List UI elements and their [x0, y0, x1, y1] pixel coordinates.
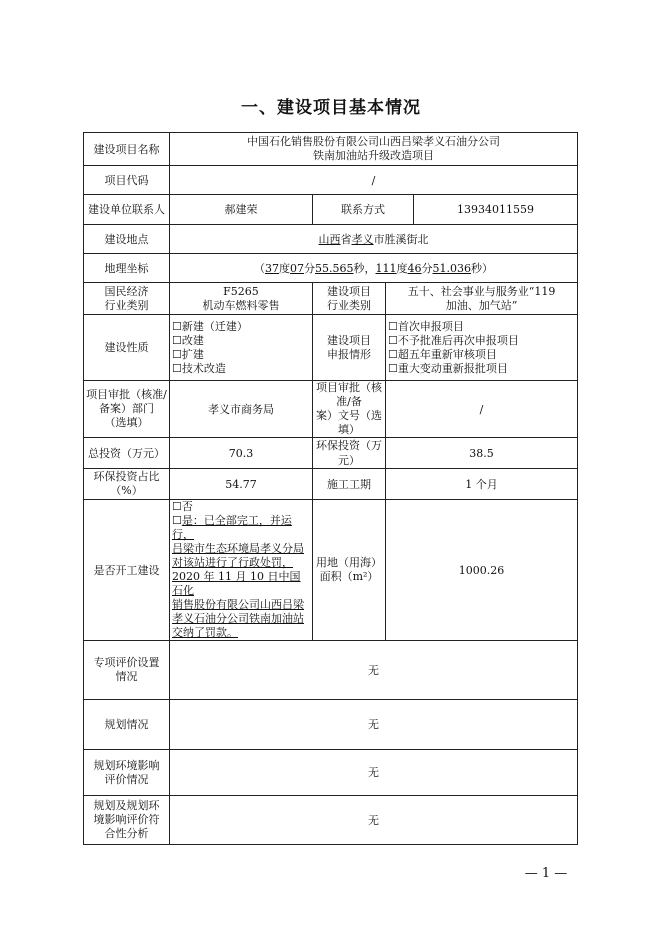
project-code-label: 项目代码	[84, 166, 170, 195]
location-label: 建设地点	[84, 225, 170, 254]
industry-value	[170, 283, 313, 315]
min-unit: 分	[421, 261, 433, 275]
coordinates-value	[170, 254, 578, 283]
lon-sec: 51.036	[432, 261, 472, 275]
declare-options	[386, 315, 578, 381]
min-unit: 分	[304, 261, 316, 275]
approval-dept-label-line2: 备案）部门	[99, 402, 154, 415]
started-line: 2020 年 11 月 10 日中国石化	[172, 570, 301, 597]
approval-doc-label-line2: 案）文号（选填）	[316, 409, 382, 436]
planning-env-label	[84, 750, 170, 796]
province: 山西	[318, 232, 341, 246]
option-rebuild[interactable]: ☐ 改建	[172, 334, 310, 348]
industry-code: F5265	[223, 284, 259, 298]
approval-doc-label-line1: 项目审批（核准/备	[316, 381, 382, 408]
table-row	[84, 133, 578, 166]
option-major-change[interactable]: ☐ 重大变动重新报批项目	[388, 362, 575, 376]
industry-label-line1: 国民经济	[104, 284, 149, 298]
deg-unit: 度	[279, 261, 291, 275]
lon-min: 46	[407, 261, 422, 275]
construction-period-value: 1 个月	[386, 469, 578, 500]
started-line: 交纳了罚款。	[172, 626, 238, 639]
project-name-line1: 中国石化销售股份有限公司山西吕梁孝义石油分公司	[247, 135, 501, 148]
option-not-started[interactable]: ☐ 否	[172, 500, 310, 514]
table-row	[84, 750, 578, 796]
category-label-line1: 建设项目	[327, 284, 371, 298]
lon-deg: 111	[375, 261, 397, 275]
table-row	[84, 641, 578, 700]
contact-method-label: 联系方式	[313, 195, 414, 225]
compliance-value: 无	[170, 796, 578, 845]
planning-value: 无	[170, 700, 578, 750]
env-investment-label: 环保投资（万元）	[313, 438, 386, 469]
option-redeclare[interactable]: ☐ 不予批准后再次申报项目	[388, 334, 575, 348]
option-first-declare[interactable]: ☐ 首次申报项目	[388, 320, 575, 334]
coordinates-label: 地理坐标	[84, 254, 170, 283]
env-ratio-label-line2: （%）	[110, 484, 143, 497]
env-ratio-label	[84, 469, 170, 500]
sec-unit: 秒	[353, 261, 365, 275]
approval-dept-value: 孝义市商务局	[170, 381, 313, 438]
table-row	[84, 225, 578, 254]
started-line: 吕梁市生态环境局孝义分局	[172, 542, 304, 555]
started-options	[170, 500, 313, 641]
special-eval-label-line2: 情况	[115, 670, 138, 683]
industry-label-line2: 行业类别	[104, 298, 149, 312]
declare-label-line2: 申报情形	[327, 347, 371, 361]
coord-open: （	[254, 261, 266, 275]
project-name-label: 建设项目名称	[84, 133, 170, 166]
land-area-label-line1: 用地（用海）	[316, 556, 382, 569]
project-name-line2: 铁南加油站升级改造项目	[313, 149, 435, 162]
declare-label-line1: 建设项目	[327, 333, 371, 347]
coord-sep: ，	[364, 261, 376, 275]
compliance-label-line1: 规划及规划环	[93, 799, 160, 812]
construction-nature-options	[170, 315, 313, 381]
land-area-label-line2: 面积（m²）	[319, 570, 379, 583]
option-started[interactable]	[172, 514, 310, 640]
contact-phone: 13934011559	[414, 195, 578, 225]
table-row	[84, 195, 578, 225]
table-row	[84, 315, 578, 381]
land-area-value: 1000.26	[386, 500, 578, 641]
lat-min: 07	[290, 261, 305, 275]
option-tech-upgrade[interactable]: ☐ 技术改造	[172, 362, 310, 376]
city: 孝义	[351, 232, 374, 246]
table-row	[84, 283, 578, 315]
started-label: 是否开工建设	[84, 500, 170, 641]
page-title: 一、建设项目基本情况	[241, 98, 421, 118]
env-investment-value: 38.5	[386, 438, 578, 469]
category-value	[386, 283, 578, 315]
approval-doc-value: /	[386, 381, 578, 438]
started-line: 销售股份有限公司山西吕梁	[172, 598, 304, 611]
started-line: 是：已全部完工，并运行，	[172, 514, 292, 541]
city-suffix: 市胜溪街北	[373, 232, 429, 246]
table-row	[84, 500, 578, 641]
started-checkbox[interactable]	[172, 514, 182, 527]
table-row	[84, 796, 578, 845]
category-line1: 五十、社会事业与服务业“119	[407, 284, 556, 298]
planning-env-label-line1: 规划环境影响	[93, 758, 160, 772]
location-value	[170, 225, 578, 254]
approval-dept-label	[84, 381, 170, 438]
table-row	[84, 381, 578, 438]
planning-env-label-line2: 评价情况	[104, 772, 149, 786]
started-line: 对该站进行了行政处罚，	[172, 556, 293, 569]
approval-dept-label-line1: 项目审批（核准/	[86, 388, 167, 401]
table-row	[84, 469, 578, 500]
coord-close: 秒）	[471, 261, 494, 275]
planning-label: 规划情况	[84, 700, 170, 750]
industry-name: 机动车燃料零售	[202, 298, 280, 312]
total-investment-value: 70.3	[170, 438, 313, 469]
approval-doc-label	[313, 381, 386, 438]
total-investment-label: 总投资（万元）	[84, 438, 170, 469]
lat-deg: 37	[265, 261, 280, 275]
env-ratio-label-line1: 环保投资占比	[93, 470, 160, 483]
table-row	[84, 700, 578, 750]
compliance-label-line3: 合性分析	[104, 827, 149, 840]
declare-label	[313, 315, 386, 381]
category-label	[313, 283, 386, 315]
category-line2: 加油、加气站”	[445, 298, 518, 312]
project-code-value: /	[170, 166, 578, 195]
category-label-line2: 行业类别	[327, 298, 371, 312]
table-row	[84, 438, 578, 469]
option-new[interactable]: ☐ 新建（迁建）	[172, 320, 310, 334]
province-suffix: 省	[340, 232, 352, 246]
option-five-year-review[interactable]: ☐ 超五年重新审核项目	[388, 348, 575, 362]
approval-dept-label-line3: （选填）	[104, 416, 149, 429]
env-ratio-value: 54.77	[170, 469, 313, 500]
planning-env-value: 无	[170, 750, 578, 796]
table-row	[84, 254, 578, 283]
compliance-label	[84, 796, 170, 845]
industry-label	[84, 283, 170, 315]
option-expand[interactable]: ☐ 扩建	[172, 348, 310, 362]
lat-sec: 55.565	[315, 261, 354, 275]
contact-label: 建设单位联系人	[84, 195, 170, 225]
special-eval-value: 无	[170, 641, 578, 700]
compliance-label-line2: 境影响评价符	[93, 813, 160, 826]
project-name-value	[170, 133, 578, 166]
special-eval-label	[84, 641, 170, 700]
table-row	[84, 166, 578, 195]
page-number: — 1 —	[524, 866, 568, 881]
contact-name: 郝建荣	[170, 195, 313, 225]
land-area-label	[313, 500, 386, 641]
special-eval-label-line1: 专项评价设置	[93, 656, 160, 669]
construction-nature-label: 建设性质	[84, 315, 170, 381]
project-info-table	[83, 132, 578, 845]
deg-unit: 度	[396, 261, 408, 275]
started-line: 孝义石油分公司铁南加油站	[172, 612, 304, 625]
construction-period-label: 施工工期	[313, 469, 386, 500]
